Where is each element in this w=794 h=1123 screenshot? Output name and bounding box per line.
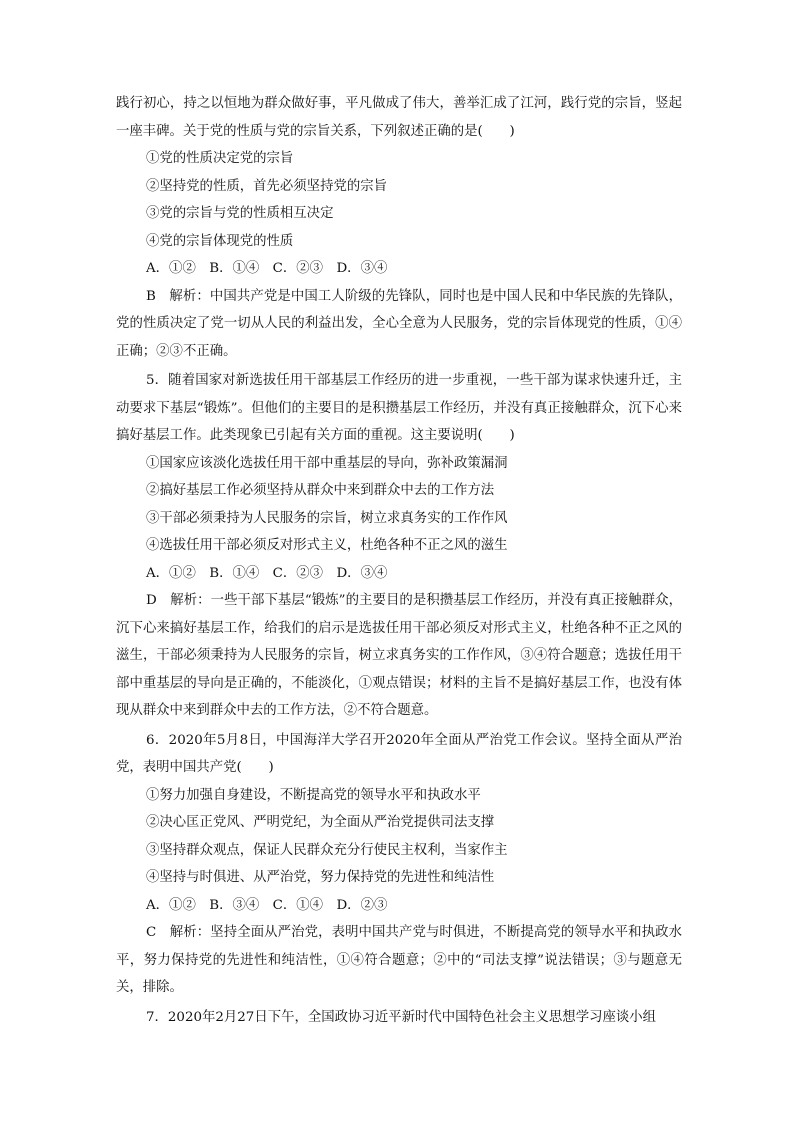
option-4: ④选拔任用干部必须反对形式主义，杜绝各种不正之风的滋生 xyxy=(146,538,508,553)
answer-analysis: D 解析：一些干部下基层“锻炼”的主要目的是积攒基层工作经历，并没有真正接触群众，沉下心来搞好基层工作，给我们的启示是选拔任用干部必须反对形式主义，杜绝各种不正之风的滋生，干部必须秉持为人民服务的宗旨，树立求真务实的工作作风，③④符合题意；选拔任用干部中重基层的导向是正确的，不能淡化，①观点错误；材料的主旨不是搞好基层工作，也没有体现从群众中来到群众中去的工作方法，②不符合题意。 xyxy=(116,593,682,718)
document-content xyxy=(116,90,682,1031)
option-1: ①国家应该淡化选拔任用干部中重基层的导向，弥补政策漏洞 xyxy=(146,455,508,471)
question-6 xyxy=(116,727,682,1002)
option-3: ③干部必须秉持为人民服务的宗旨，树立求真务实的工作作风 xyxy=(146,510,508,526)
answer-analysis: C 解析：坚持全面从严治党，表明中国共产党与时俱进，不断提高党的领导水平和执政水平，努力保持党的先进性和纯洁性，①④符合题意；②中的“司法支撑”说法错误；③与题意无关，排除。 xyxy=(116,925,682,995)
question-stem: 践行初心，持之以恒地为群众做好事，平凡做成了伟大，善举汇成了江河，践行党的宗旨，竖起一座丰碑。关于党的性质与党的宗旨关系，下列叙述正确的是( ) xyxy=(116,96,682,139)
answer-choices: A．①② B．①④ C．②③ D．③④ xyxy=(146,565,388,581)
question-5 xyxy=(116,367,682,725)
answer-choices: A．①② B．①④ C．②③ D．③④ xyxy=(146,261,388,276)
option-4: ④党的宗旨体现党的性质 xyxy=(146,233,294,249)
question-4 xyxy=(116,90,682,365)
option-3: ③党的宗旨与党的性质相互决定 xyxy=(146,206,334,221)
option-4: ④坚持与时俱进、从严治党，努力保持党的先进性和纯洁性 xyxy=(146,870,495,885)
option-2: ②搞好基层工作必须坚持从群众中来到群众中去的工作方法 xyxy=(146,483,495,498)
question-stem: 5．随着国家对新选拔任用干部基层工作经历的进一步重视，一些干部为谋求快速升迁，主动要求下基层“锻炼”。但他们的主要目的是积攒基层工作经历，并没有真正接触群众，沉下心来搞好基层工作。此类现象已引起有关方面的重视。这主要说明( ) xyxy=(116,373,682,443)
question-stem: 7．2020年2月27日下午，全国政协习近平新时代中国特色社会主义思想学习座谈小组 xyxy=(146,1009,657,1025)
answer-analysis: B 解析：中国共产党是中国工人阶级的先锋队，同时也是中国人民和中华民族的先锋队，党的性质决定了党一切从人民的利益出发，全心全意为人民服务，党的宗旨体现党的性质，①④正确；②③不正确。 xyxy=(116,288,682,359)
option-3: ③坚持群众观点，保证人民群众充分行使民主权利，当家作主 xyxy=(146,842,508,858)
question-7 xyxy=(116,1004,682,1032)
question-stem: 6．2020年5月8日，中国海洋大学召开2020年全面从严治党工作会议。坚持全面从严治党，表明中国共产党( ) xyxy=(116,732,682,775)
option-1: ①努力加强自身建设，不断提高党的领导水平和执政水平 xyxy=(146,787,481,803)
option-1: ①党的性质决定党的宗旨 xyxy=(146,151,294,166)
option-2: ②决心匡正党风、严明党纪，为全面从严治党提供司法支撑 xyxy=(146,815,495,830)
answer-choices: A．①② B．③④ C．①④ D．②③ xyxy=(146,897,388,913)
option-2: ②坚持党的性质，首先必须坚持党的宗旨 xyxy=(146,178,388,194)
